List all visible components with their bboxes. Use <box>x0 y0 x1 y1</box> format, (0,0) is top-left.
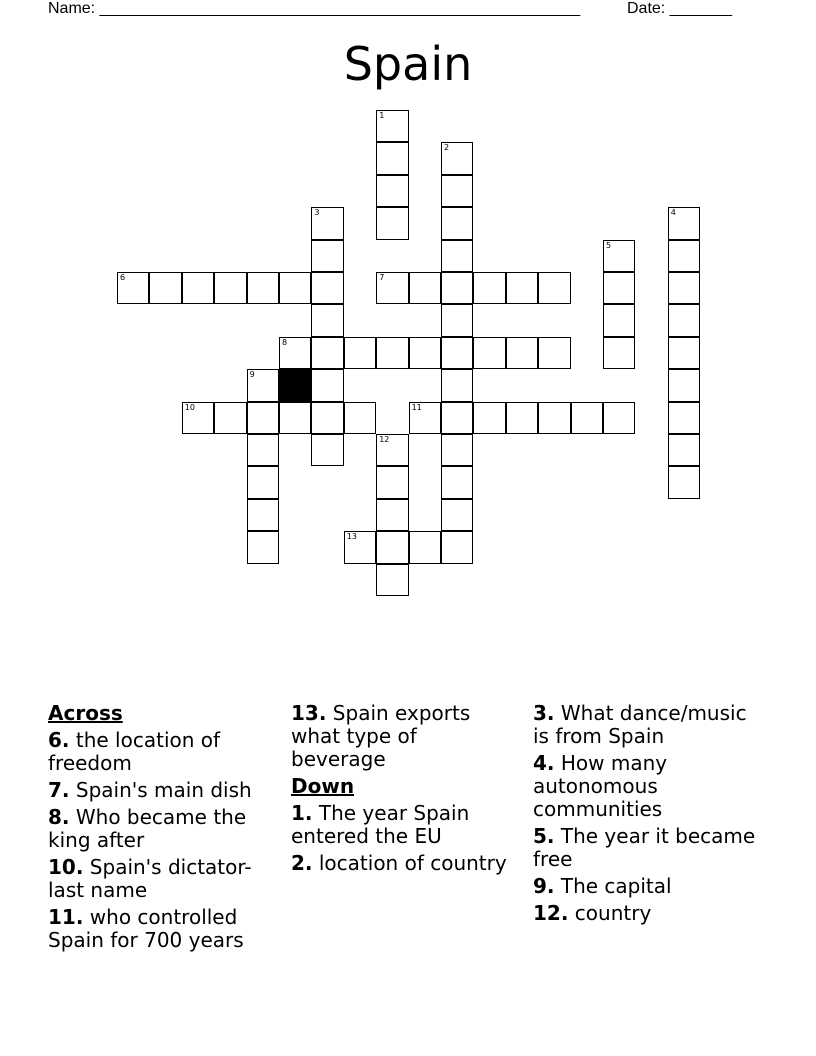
clue-number: 12. <box>533 901 569 925</box>
clue-text: the location of freedom <box>48 728 221 775</box>
grid-cell[interactable] <box>311 272 343 304</box>
grid-cell[interactable] <box>603 240 635 272</box>
grid-cell[interactable] <box>506 337 538 369</box>
grid-cell[interactable] <box>182 402 214 434</box>
grid-cell[interactable] <box>668 240 700 272</box>
grid-cell[interactable] <box>376 175 408 207</box>
cell-number: 10 <box>184 402 195 412</box>
cell-number: 5 <box>606 240 612 250</box>
grid-cell[interactable] <box>441 434 473 466</box>
grid-cell[interactable] <box>182 272 214 304</box>
clue-text: Who became the king after <box>48 805 247 852</box>
grid-cell[interactable] <box>441 240 473 272</box>
grid-cell[interactable] <box>376 142 408 174</box>
clue-number: 11. <box>48 905 84 929</box>
grid-cell[interactable] <box>473 337 505 369</box>
grid-cell[interactable] <box>441 175 473 207</box>
clue-text: who controlled Spain for 700 years <box>48 905 244 952</box>
clue-text: How many autonomous communities <box>533 751 668 821</box>
grid-cell[interactable] <box>247 369 279 401</box>
grid-cell[interactable] <box>214 272 246 304</box>
grid-cell[interactable] <box>409 531 441 563</box>
grid-cell[interactable] <box>214 402 246 434</box>
clue-number: 1. <box>291 801 313 825</box>
clue-text: What dance/music is from Spain <box>533 701 747 748</box>
clue-text: The year it became free <box>533 824 756 871</box>
clue-down-5 <box>533 825 768 871</box>
clue-number: 5. <box>533 824 555 848</box>
clue-across-7 <box>48 779 273 802</box>
grid-cell[interactable] <box>441 499 473 531</box>
clue-down-2 <box>291 852 516 875</box>
grid-cell[interactable] <box>506 402 538 434</box>
clues-column-2 <box>291 702 516 879</box>
grid-cell[interactable] <box>603 304 635 336</box>
grid-cell[interactable] <box>376 434 408 466</box>
name-field-label[interactable]: Name: ______________________________________________________ <box>48 0 581 17</box>
grid-cell[interactable] <box>279 272 311 304</box>
grid-cell[interactable] <box>473 402 505 434</box>
grid-cell[interactable] <box>311 369 343 401</box>
clues-column-3 <box>533 702 768 929</box>
grid-cell[interactable] <box>668 207 700 239</box>
date-field-label[interactable]: Date: _______ <box>627 0 732 17</box>
grid-cell[interactable] <box>571 402 603 434</box>
cell-number: 7 <box>379 273 385 282</box>
clue-number: 8. <box>48 805 70 829</box>
grid-cell[interactable] <box>668 337 700 369</box>
clues-column-1 <box>48 702 273 956</box>
clue-text: location of country <box>318 851 507 875</box>
clue-down-9 <box>533 875 768 898</box>
grid-cell[interactable] <box>311 337 343 369</box>
grid-cell[interactable] <box>668 272 700 304</box>
grid-cell[interactable] <box>247 499 279 531</box>
grid-cell[interactable] <box>668 369 700 401</box>
grid-cell[interactable] <box>473 272 505 304</box>
grid-cell[interactable] <box>603 272 635 304</box>
cell-number: 13 <box>346 532 357 542</box>
grid-cell[interactable] <box>506 272 538 304</box>
cell-number: 3 <box>314 208 320 218</box>
cell-number: 9 <box>249 370 255 380</box>
clue-text: The year Spain entered the EU <box>291 801 470 848</box>
cell-number: 12 <box>379 435 390 444</box>
grid-cell[interactable] <box>247 466 279 498</box>
clue-down-1 <box>291 802 516 848</box>
grid-cell[interactable] <box>409 402 441 434</box>
clue-across-10 <box>48 856 273 902</box>
grid-cell[interactable] <box>376 337 408 369</box>
down-heading: Down <box>291 774 355 798</box>
clue-text: The capital <box>560 874 672 898</box>
clue-text: Spain's dictator-last name <box>48 855 252 902</box>
grid-cell[interactable] <box>668 434 700 466</box>
grid-cell[interactable] <box>376 207 408 239</box>
grid-cell[interactable] <box>117 272 149 304</box>
grid-cell[interactable] <box>376 466 408 498</box>
grid-cell[interactable] <box>441 402 473 434</box>
grid-cell[interactable] <box>441 369 473 401</box>
cell-number: 8 <box>282 337 288 347</box>
grid-cell[interactable] <box>409 337 441 369</box>
grid-cell[interactable] <box>538 337 570 369</box>
grid-cell[interactable] <box>441 466 473 498</box>
grid-cell[interactable] <box>247 531 279 563</box>
grid-cell[interactable] <box>441 142 473 174</box>
clue-across-8 <box>48 806 273 852</box>
cell-number: 6 <box>120 273 126 282</box>
grid-cell[interactable] <box>538 402 570 434</box>
grid-cell[interactable] <box>247 272 279 304</box>
clue-across-11 <box>48 906 273 952</box>
grid-cell[interactable] <box>376 564 408 596</box>
clue-number: 2. <box>291 851 313 875</box>
clue-number: 9. <box>533 874 555 898</box>
grid-cell[interactable] <box>441 272 473 304</box>
grid-cell[interactable] <box>311 434 343 466</box>
clue-number: 6. <box>48 728 70 752</box>
grid-cell[interactable] <box>409 272 441 304</box>
grid-cell[interactable] <box>149 272 181 304</box>
clue-number: 7. <box>48 778 70 802</box>
clue-down-12 <box>533 902 768 925</box>
black-cell <box>279 369 311 401</box>
clue-number: 4. <box>533 751 555 775</box>
grid-cell[interactable] <box>344 402 376 434</box>
clue-number: 13. <box>291 701 327 725</box>
cell-number: 11 <box>411 402 422 412</box>
grid-cell[interactable] <box>668 304 700 336</box>
grid-cell[interactable] <box>311 207 343 239</box>
clue-across-6 <box>48 729 273 775</box>
cell-number: 1 <box>379 111 385 120</box>
across-heading: Across <box>48 701 123 725</box>
page-title: Spain <box>343 37 473 91</box>
grid-cell[interactable] <box>441 207 473 239</box>
clue-number: 10. <box>48 855 84 879</box>
grid-cell[interactable] <box>279 402 311 434</box>
clue-text: country <box>574 901 652 925</box>
cell-number: 4 <box>670 208 676 218</box>
grid-cell[interactable] <box>247 434 279 466</box>
grid-cell[interactable] <box>311 240 343 272</box>
grid-cell[interactable] <box>668 466 700 498</box>
clue-text: Spain exports what type of beverage <box>291 701 471 771</box>
clue-down-3 <box>533 702 768 748</box>
grid-cell[interactable] <box>344 531 376 563</box>
grid-cell[interactable] <box>538 272 570 304</box>
grid-cell[interactable] <box>441 337 473 369</box>
grid-cell[interactable] <box>441 304 473 336</box>
grid-cell[interactable] <box>603 402 635 434</box>
grid-cell[interactable] <box>311 402 343 434</box>
grid-cell[interactable] <box>344 337 376 369</box>
clue-down-4 <box>533 752 768 821</box>
header <box>0 0 816 20</box>
cell-number: 2 <box>444 143 450 153</box>
grid-cell[interactable] <box>311 304 343 336</box>
grid-cell[interactable] <box>441 531 473 563</box>
grid-cell[interactable] <box>376 272 408 304</box>
grid-cell[interactable] <box>376 499 408 531</box>
grid-cell[interactable] <box>668 402 700 434</box>
grid-cell[interactable] <box>247 402 279 434</box>
clue-number: 3. <box>533 701 555 725</box>
clue-across-13 <box>291 702 516 771</box>
grid-cell[interactable] <box>603 337 635 369</box>
clue-text: Spain's main dish <box>75 778 252 802</box>
grid-cell[interactable] <box>279 337 311 369</box>
grid-cell[interactable] <box>376 531 408 563</box>
grid-cell[interactable] <box>376 110 408 142</box>
